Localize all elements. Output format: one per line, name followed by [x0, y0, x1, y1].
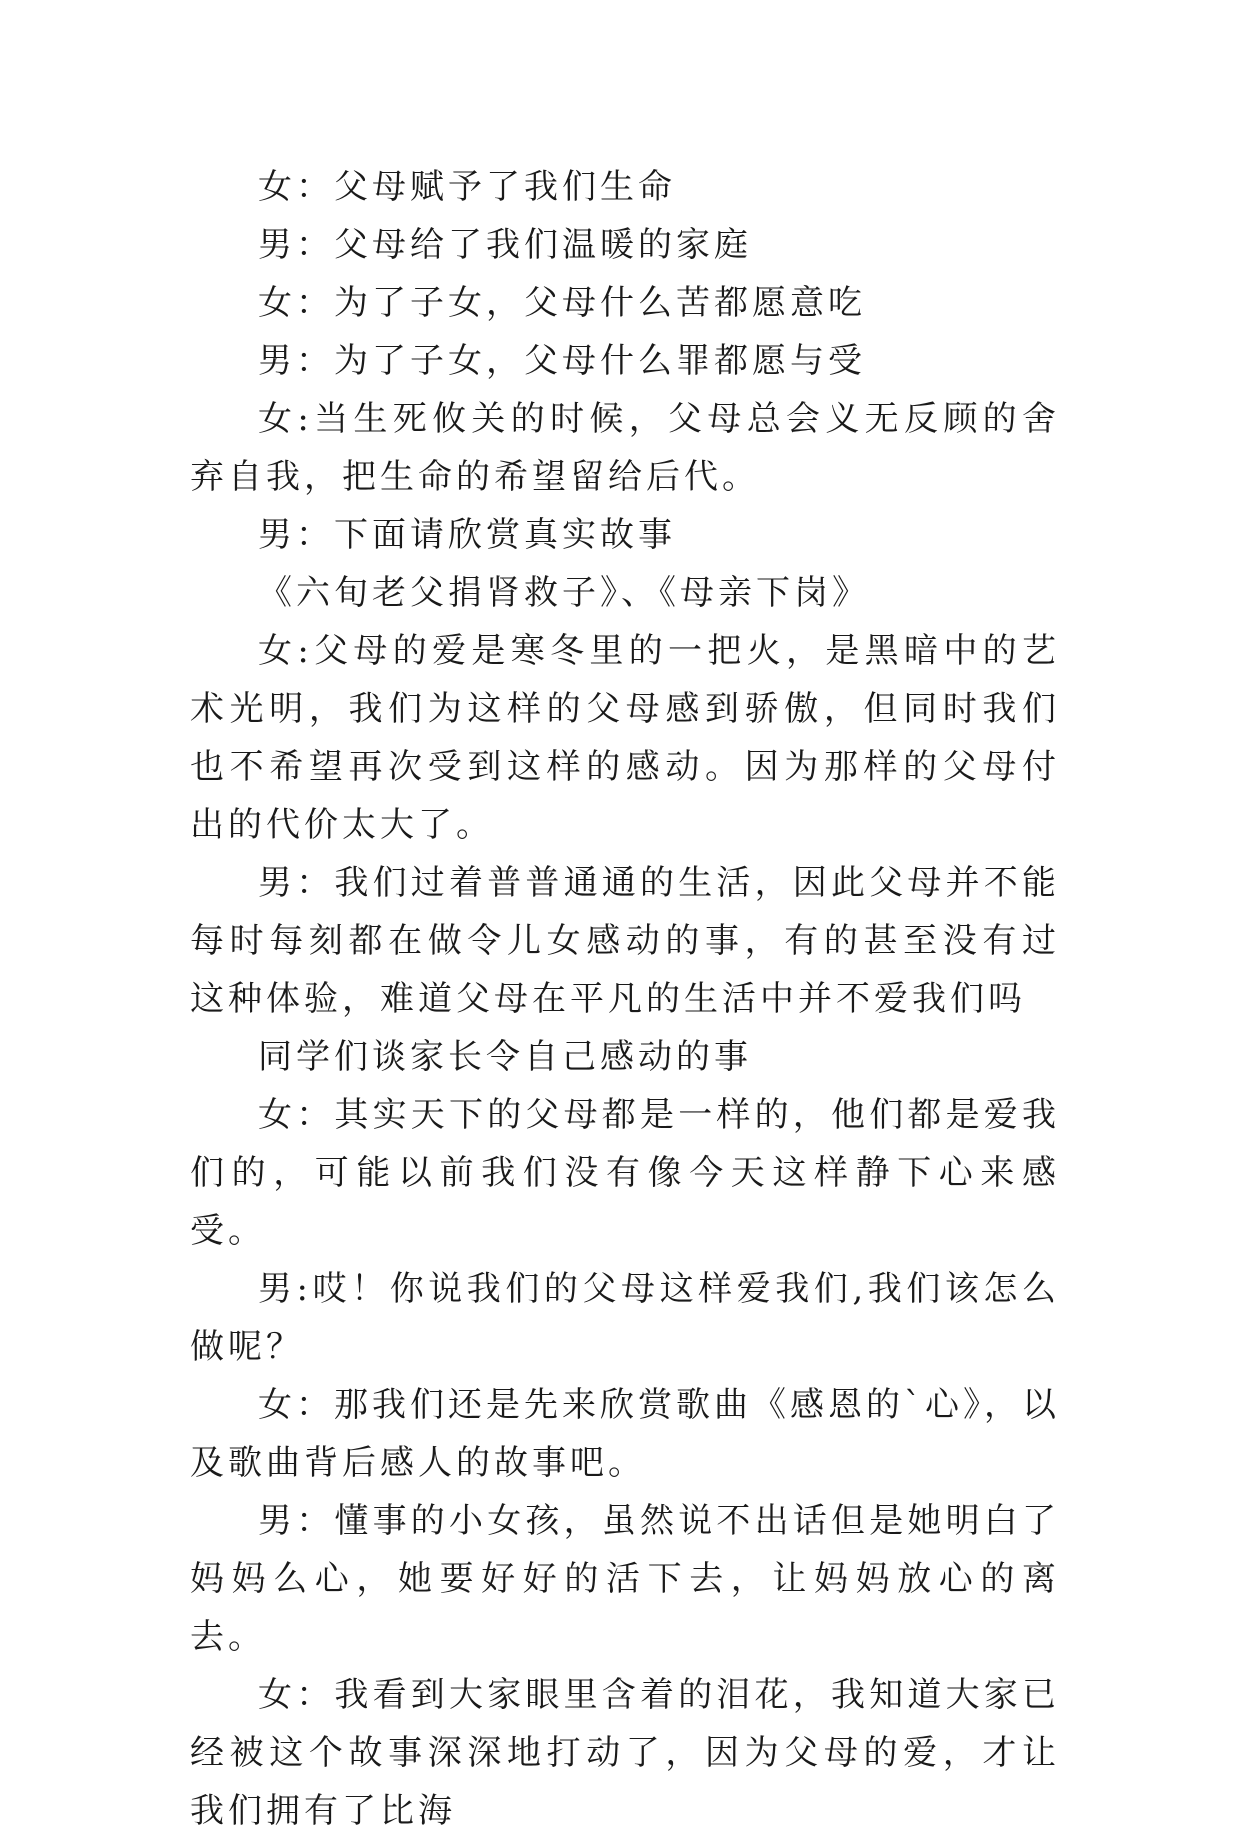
paragraph: 男：我们过着普普通通的生活，因此父母并不能每时每刻都在做令儿女感动的事，有的甚至没有过这种体验，难道父母在平凡的生活中并不爱我们吗: [190, 863, 1060, 1019]
paragraph: 女：我看到大家眼里含着的泪花，我知道大家已经被这个故事深深地打动了，因为父母的爱，才让我们拥有了比海: [190, 1675, 1060, 1831]
paragraph: 男:哎！你说我们的父母这样爱我们,我们该怎么做呢？: [190, 1269, 1060, 1367]
paragraph: 男：父母给了我们温暖的家庭: [258, 225, 752, 265]
paragraph: 女:当生死攸关的时候，父母总会义无反顾的舍弃自我，把生命的希望留给后代。: [190, 399, 1060, 497]
paragraph: 《六旬老父捐肾救子》、《母亲下岗》: [258, 573, 870, 613]
paragraph: 女：那我们还是先来欣赏歌曲《感恩的`心》，以及歌曲背后感人的故事吧。: [190, 1385, 1060, 1483]
paragraph: 男：下面请欣赏真实故事: [258, 515, 676, 555]
paragraph: 男：懂事的小女孩，虽然说不出话但是她明白了妈妈么心，她要好好的活下去，让妈妈放心的离去。: [190, 1501, 1060, 1657]
paragraph: 女：为了子女，父母什么苦都愿意吃: [258, 283, 866, 323]
paragraph: 男：为了子女，父母什么罪都愿与受: [258, 341, 866, 381]
paragraph: 女：父母赋予了我们生命: [258, 167, 676, 207]
paragraph: 女：其实天下的父母都是一样的，他们都是爱我们的，可能以前我们没有像今天这样静下心来感受。: [190, 1095, 1060, 1251]
document-page: [190, 158, 1060, 1840]
paragraph: 同学们谈家长令自己感动的事: [258, 1037, 752, 1077]
paragraph: 女:父母的爱是寒冬里的一把火，是黑暗中的艺术光明，我们为这样的父母感到骄傲，但同时我们也不希望再次受到这样的感动。因为那样的父母付出的代价太大了。: [190, 631, 1060, 845]
